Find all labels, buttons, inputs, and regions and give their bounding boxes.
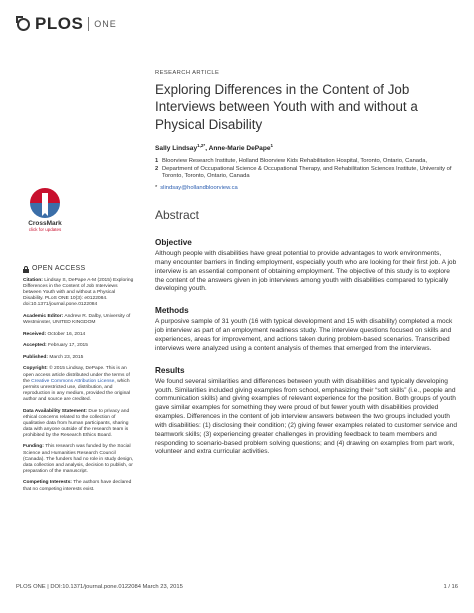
accepted-date: February 17, 2015: [46, 343, 88, 349]
open-access-label: OPEN ACCESS: [32, 265, 86, 273]
copyright-text-before: © 2015 Lindsay, DePape. This is an open access article distributed under the terms of the: [23, 366, 130, 384]
journal-logo[interactable]: [16, 14, 117, 34]
section-text-results: We found several similarities and differences between youth with disabilities and typically developing youth. Similarities included giving examples from school, emphasizing their “soft skills” (i.e., people and communication skills) and giving examples of relevant experience for the position. Both groups of youth gave similar examples for something they were proud of but fewer youth with disabilities provided examples. Differences in the content of job interview answers between the two groups included youth with disabilities: (1) disclosing their condition; (2) giving fewer examples related to customer service and teamwork skills; (3) experiencing greater challenges in providing feedback to team members and responding to scenario-based problem solving questions; and (4) drawing on examples from part work, volunteer and extra curricular activities.: [155, 377, 457, 456]
funding-label: Funding:: [23, 444, 44, 450]
article-title: Exploring Differences in the Content of Job Interviews between Youth with and without a Physical Disability: [155, 82, 418, 132]
published-date: March 23, 2015: [48, 354, 84, 360]
affiliation-text: Department of Occupational Science & Occupational Therapy, and Rehabilitation Sciences Institute, University of Toronto, Toronto, Ontario, Canada: [162, 166, 452, 180]
academic-editor-text: Andrew R. Dalby, University of Westminster, UNITED KINGDOM: [23, 313, 131, 326]
accepted-block: [23, 343, 135, 349]
received-label: Received:: [23, 331, 47, 337]
email-link[interactable]: slindsay@hollandbloorview.ca: [160, 185, 238, 192]
data-availability-label: Data Availability Statement:: [23, 408, 88, 414]
academic-editor-block: [23, 314, 135, 326]
competing-interests-block: [23, 480, 135, 492]
funding-block: [23, 444, 135, 474]
article-type: RESEARCH ARTICLE: [155, 70, 220, 76]
page-number: 1 / 16: [443, 584, 458, 590]
crossmark-icon: [30, 188, 60, 218]
crossmark-label: CrossMark: [28, 220, 62, 227]
affiliation-list: [155, 158, 457, 180]
accepted-label: Accepted:: [23, 343, 47, 349]
logo-separator: [88, 17, 89, 31]
author-name[interactable]: Sally Lindsay: [155, 145, 198, 153]
open-lock-icon: [23, 266, 29, 273]
crossmark-badge[interactable]: [23, 188, 67, 232]
received-date: October 16, 2014: [46, 331, 86, 337]
copyright-text-after: , which permits unrestricted use, distribution, and reproduction in any medium, provided the original author and source are credited.: [23, 378, 131, 402]
section-text-methods: A purposive sample of 31 youth (16 with typical development and 15 with disability) completed a mock job interview as part of an employment readiness study. The interview questions focused on skills and experiences, areas for improvement, and actions taken during problem-based scenarios. Transcribed interviews were analyzed using a content analysis of themes that emerged from the interviews.: [155, 318, 453, 352]
section-heading-methods: Methods: [155, 306, 189, 316]
funding-text: This research was funded by the Social Science and Humanities Research Council (Canada). The funders had no role in study design, data collection and analysis, decision to publish, or preparation of the manuscript.: [23, 444, 134, 474]
crossmark-sublabel: click for updates: [28, 227, 62, 232]
article-main: [155, 70, 457, 457]
author-affiliation-sup: 1,2: [197, 142, 204, 148]
footer-citation: PLOS ONE | DOI:10.1371/journal.pone.0122084 March 23, 2015: [16, 584, 183, 590]
corresponding-author-star: *: [203, 142, 206, 148]
section-heading-results: Results: [155, 365, 185, 375]
corresponding-email: [155, 185, 457, 191]
author-affiliation-sup: 1: [270, 142, 274, 148]
citation-text: Lindsay S, DePape A-M (2015) Exploring Differences in the Content of Job Interviews between Youth with and without a Physical Disability. PLoS ONE 10(3): e0122084. doi:10.1371/journal.pone.0122084: [23, 278, 134, 308]
data-availability-text: Due to privacy and ethical concerns related to the collection of qualitative data from human participants, sharing data with anyone outside of the research team is prohibited by the Research Ethics Board.: [23, 408, 130, 438]
affiliation-number: 1: [155, 158, 159, 165]
author-list: Sally Lindsay$^{1,2*}$, Anne-Marie DePape$^1$: [155, 142, 274, 153]
section-heading-objective: Objective: [155, 238, 192, 248]
affiliation-text: Bloorview Research Institute, Holland Bloorview Kids Rehabilitation Hospital, Toronto, Ontario, Canada,: [162, 158, 428, 165]
citation-label: Citation:: [23, 278, 43, 283]
academic-editor-label: Academic Editor:: [23, 313, 64, 319]
logo-one-text: ONE: [94, 19, 117, 29]
competing-interests-label: Competing Interests:: [23, 480, 72, 486]
received-block: [23, 332, 135, 338]
open-access-badge: [23, 266, 135, 273]
logo-plos-text: PLOS: [35, 14, 84, 33]
author-name[interactable]: Anne-Marie DePape: [208, 145, 271, 153]
page-footer: [16, 584, 458, 590]
plos-logo-icon: [16, 16, 32, 32]
license-link[interactable]: Creative Commons Attribution License: [31, 378, 115, 384]
data-availability-block: [23, 409, 135, 439]
affiliation-item: [155, 166, 457, 180]
affiliation-item: [155, 158, 457, 165]
copyright-label: Copyright:: [23, 366, 48, 372]
citation-block: [23, 278, 135, 308]
article-info-sidebar: [23, 266, 135, 498]
email-star: *: [155, 185, 158, 192]
published-label: Published:: [23, 354, 48, 360]
section-text-objective: Although people with disabilities have great potential to provide advantages to work environments, many encounter barriers in finding employment, especially youth who are looking for their first job. A job interview is an essential component of obtaining employment. The objective of this study is to explore the content of the answers given in job interviews among youth with disabilities compared to typically developing youth.: [155, 250, 457, 293]
published-block: [23, 355, 135, 361]
copyright-block: [23, 366, 135, 403]
abstract-heading: Abstract: [155, 208, 200, 223]
affiliation-number: 2: [155, 166, 159, 173]
competing-interests-text: The authors have declared that no competing interests exist.: [23, 480, 132, 492]
